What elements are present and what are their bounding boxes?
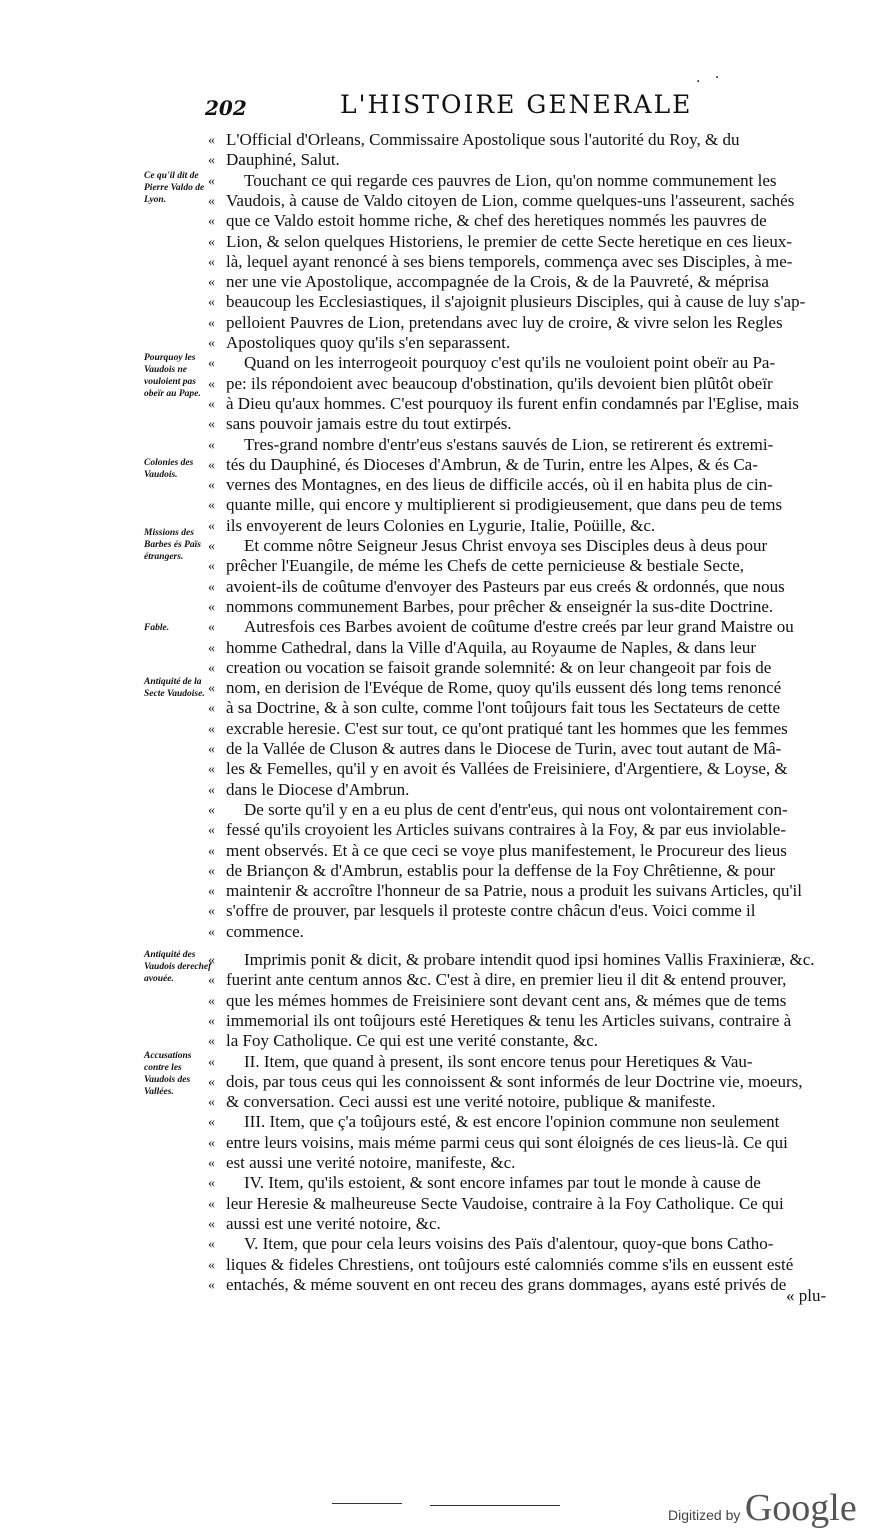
quote-mark: « xyxy=(208,843,215,859)
text-line: Quand on les interrogeoit pourquoy c'est qu'ils ne vouloient point obeïr au Pa- xyxy=(244,353,776,373)
text-line: entre leurs voisins, mais méme parmi ceus qui sont éloignés de ces lieus-là. Ce qui xyxy=(226,1132,788,1152)
text-line: Touchant ce qui regarde ces pauvres de Lion, qu'on nomme communement les xyxy=(244,170,777,190)
text-line: & conversation. Ceci aussi est une verité notoire, publique & manifeste. xyxy=(226,1092,716,1112)
quote-mark: « xyxy=(208,599,215,615)
quote-mark: « xyxy=(208,1176,215,1192)
quote-mark: « xyxy=(208,1257,215,1273)
text-line: ment observés. Et à ce que ceci se voye plus manifestement, le Procureur des lieus xyxy=(226,840,787,860)
text-line: ils envoyerent de leurs Colonies en Lygurie, Italie, Poüille, &c. xyxy=(226,515,656,535)
quote-mark: « xyxy=(208,1074,215,1090)
quote-mark: « xyxy=(208,620,215,636)
text-line: creation ou vocation se faisoit grande solemnité: & on leur changeoit par fois de xyxy=(226,657,772,677)
quote-mark: « xyxy=(208,376,215,392)
quote-mark: « xyxy=(208,437,215,453)
quote-mark: « xyxy=(208,782,215,798)
quote-mark: « xyxy=(208,356,215,372)
quote-mark: « xyxy=(208,417,215,433)
quote-mark: « xyxy=(208,721,215,737)
quote-mark: « xyxy=(208,640,215,656)
quote-mark: « xyxy=(208,254,215,270)
quote-mark: « xyxy=(208,681,215,697)
text-line: est aussi une verité notoire, manifeste, &c. xyxy=(226,1153,516,1172)
quote-mark: « xyxy=(208,173,215,189)
quote-mark: « xyxy=(208,579,215,595)
quote-mark: « xyxy=(208,762,215,778)
text-line: ner une vie Apostolique, accompagnée de la Crois, & de la Pauvreté, & méprisa xyxy=(226,272,769,292)
quote-mark: « xyxy=(208,1135,215,1151)
quote-mark: « xyxy=(208,701,215,717)
quote-mark: « xyxy=(208,1095,215,1111)
quote-mark: « xyxy=(208,498,215,514)
quote-mark: « xyxy=(208,153,215,169)
quote-mark: « xyxy=(208,315,215,331)
text-line: commence. xyxy=(226,921,304,941)
quote-mark: « xyxy=(208,742,215,757)
text-line: Dauphiné, Salut. xyxy=(226,150,340,170)
text-line: les & Femelles, qu'il y en avoit és Vallées de Freisiniere, d'Argentiere, & Loyse, & xyxy=(226,759,788,779)
text-line: sans pouvoir jamais estre du tout extirpés. xyxy=(226,414,512,434)
text-line: vernes des Montagnes, en des lieus de difficile accés, où il en habita plus de cin- xyxy=(226,475,773,495)
text-line: fuerint ante centum annos &c. C'est à dire, en premier lieu il dit & entend prouver, xyxy=(226,970,787,990)
google-logo: Google xyxy=(744,1487,857,1529)
margin-note: Antiquité de la Secte Vaudoise. xyxy=(144,677,205,699)
footer-rule xyxy=(430,1505,560,1506)
quote-mark: « xyxy=(208,133,215,148)
text-line: liques & fideles Chrestiens, ont toûjours esté calomniés comme s'ils en eussent esté xyxy=(226,1254,794,1274)
quote-mark: « xyxy=(208,559,215,575)
quote-mark: « xyxy=(208,539,215,554)
quote-mark: « xyxy=(208,275,215,291)
quote-mark: « xyxy=(208,1216,215,1232)
text-line: Tres-grand nombre d'entr'eus s'estans sauvés de Lion, se retirerent és extremi- xyxy=(244,434,774,454)
quote-mark: « xyxy=(208,396,215,412)
quote-mark: « xyxy=(208,904,215,920)
text-line: immemorial ils ont toûjours esté Heretiques & tenu les Articles suivans, contraire à xyxy=(226,1010,792,1030)
text-line: à Dieu qu'aux hommes. C'est pourquoy ils furent enfin condamnés par l'Eglise, mais xyxy=(226,393,799,413)
text-line: Lion, & selon quelques Historiens, le premier de cette Secte heretique en ces lieux- xyxy=(226,231,792,251)
text-line: quante mille, qui encore y multiplierent si prodigieusement, que dans peu de tems xyxy=(226,495,783,515)
text-line: Vaudois, à cause de Valdo citoyen de Lion, comme quelques-uns l'asseurent, sachés xyxy=(226,190,795,210)
quote-mark: « xyxy=(208,1054,215,1070)
text-line: que ce Valdo estoit homme riche, & chef des heretiques nommés les pauvres de xyxy=(226,211,767,231)
quote-mark: « xyxy=(208,660,215,676)
quote-mark: « xyxy=(208,973,215,989)
quote-mark: « xyxy=(208,336,215,351)
quote-mark: « xyxy=(208,802,215,818)
running-head: L'HISTOIRE GENERALE xyxy=(340,90,693,119)
text-line: L'Official d'Orleans, Commissaire Apostolique sous l'autorité du Roy, & du xyxy=(226,130,740,149)
margin-note: Accusations contre les Vaudois des Vallées. xyxy=(144,1051,192,1097)
text-line: pelloient Pauvres de Lion, pretendans avec luy de croire, & vivre selon les Regles xyxy=(226,312,783,332)
text-line: avoient-ils de coûtume d'envoyer des Pasteurs par eus creés & ordonnés, que nous xyxy=(226,576,785,596)
text-line: la Foy Catholique. Ce qui est une verité constante, &c. xyxy=(226,1031,599,1051)
text-line: Apostoliques quoy qu'ils s'en separassent. xyxy=(226,333,511,352)
text-line: leur Heresie & malheureuse Secte Vaudoise, contraire à la Foy Catholique. Ce qui xyxy=(226,1193,784,1213)
catchword: « plu- xyxy=(786,1286,827,1305)
text-line: dans le Diocese d'Ambrun. xyxy=(226,779,410,799)
quote-mark: « xyxy=(208,518,215,534)
margin-note: Pourquoy les Vaudois ne vouloient pas obeïr au Pape. xyxy=(144,353,201,399)
margin-note: Ce qu'il dit de Pierre Valdo de Lyon. xyxy=(144,171,205,205)
footer-rule xyxy=(332,1503,402,1504)
text-line: dois, par tous ceus qui les connoissent & sont informés de leur Doctrine vie, moeurs, xyxy=(226,1071,803,1091)
text-line: maintenir & accroître l'honneur de sa Patrie, nous a produit les suivans Articles, qu'il xyxy=(226,881,802,901)
quote-mark: « xyxy=(208,823,215,839)
text-line: nommons communement Barbes, pour prêcher & enseignér la sus-dite Doctrine. xyxy=(226,596,774,616)
quote-mark: « xyxy=(208,884,215,900)
digitized-by-label: Digitized by xyxy=(668,1507,741,1523)
margin-note: Colonies des Vaudois. xyxy=(144,458,194,480)
text-line: prêcher l'Euangile, de méme les Chefs de cette pernicieuse & bestiale Secte, xyxy=(226,556,745,576)
quote-mark: « xyxy=(208,1156,215,1171)
text-line: excrable heresie. C'est sur tout, ce qu'ont pratiqué tant les hommes que les femmes xyxy=(226,718,788,738)
text-line: là, lequel ayant renoncé à ses biens temporels, commença avec ses Disciples, à me- xyxy=(226,251,793,271)
quote-mark: « xyxy=(208,1034,215,1050)
text-line: III. Item, que ç'a toûjours esté, & est encore l'opinion commune non seulement xyxy=(244,1112,780,1132)
quote-mark: « xyxy=(208,234,215,250)
text-line: De sorte qu'il y en a eu plus de cent d'entr'eus, qui nous ont volontairement con- xyxy=(244,799,788,819)
text-line: de Briançon & d'Ambrun, establis pour la deffense de la Foy Chrêtienne, & pour xyxy=(226,860,775,880)
margin-note: Missions des Barbes és Païs étrangers. xyxy=(144,528,201,562)
text-line: que les mémes hommes de Freisiniere sont devant cent ans, & mémes que de tems xyxy=(226,990,787,1010)
quote-mark: « xyxy=(208,214,215,230)
quote-mark: « xyxy=(208,924,215,940)
quote-mark: « xyxy=(208,193,215,209)
page-specks: . · xyxy=(696,70,725,86)
text-line: V. Item, que pour cela leurs voisins des Païs d'alentour, quoy-que bons Catho- xyxy=(244,1234,774,1254)
quote-mark: « xyxy=(208,993,215,1009)
text-line: IV. Item, qu'ils estoient, & sont encore infames par tout le monde à cause de xyxy=(244,1173,761,1193)
text-line: beaucoup les Ecclesiastiques, il s'ajoignit plusieurs Disciples, qui à cause de luy s'ap- xyxy=(226,292,806,312)
margin-note: Antiquité des Vaudois derechef avouée. xyxy=(144,950,212,984)
page-number: 202 xyxy=(205,96,247,120)
text-line: Autresfois ces Barbes avoient de coûtume d'estre creés par leur grand Maistre ou xyxy=(244,617,794,637)
text-line: homme Cathedral, dans la Ville d'Aquila, au Royaume de Naples, & dans leur xyxy=(226,637,757,657)
text-line: fessé qu'ils croyoient les Articles suivans contraires à la Foy, & par eus inviolable- xyxy=(226,820,786,840)
text-line: Imprimis ponit & dicit, & probare intendit quod ipsi homines Vallis Fraxinieræ, &c. xyxy=(244,950,815,969)
margin-note: Fable. xyxy=(144,623,170,633)
text-line: pe: ils répondoient avec beaucoup d'obstination, qu'ils devoient bien plûtôt obeïr xyxy=(226,373,773,393)
text-line: de la Vallée de Cluson & autres dans le Diocese de Turin, avec tout autant de Mâ- xyxy=(226,739,782,758)
digitized-by-google xyxy=(668,1486,857,1530)
quote-mark: « xyxy=(208,953,215,968)
quote-mark: « xyxy=(208,295,215,311)
text-line: nom, en derision de l'Evéque de Rome, quoy qu'ils eussent dés long tems renoncé xyxy=(226,678,782,698)
quote-mark: « xyxy=(208,863,215,879)
quote-mark: « xyxy=(208,1277,215,1293)
quote-mark: « xyxy=(208,1115,215,1131)
text-line: Et comme nôtre Seigneur Jesus Christ envoya ses Disciples deus à deus pour xyxy=(244,536,768,555)
text-line: entachés, & méme souvent en ont receu des grans dommages, ayans esté privés de xyxy=(226,1274,787,1294)
quote-mark: « xyxy=(208,1237,215,1253)
text-line: tés du Dauphiné, és Dioceses d'Ambrun, & de Turin, entre les Alpes, & és Ca- xyxy=(226,454,758,474)
quote-mark: « xyxy=(208,478,215,494)
quote-mark: « xyxy=(208,457,215,473)
quote-mark: « xyxy=(208,1196,215,1212)
text-line: à sa Doctrine, & à son culte, comme l'ont toûjours fait tous les Sectateurs de cette xyxy=(226,698,780,718)
quote-mark: « xyxy=(208,1013,215,1029)
text-line: II. Item, que quand à present, ils sont encore tenus pour Heretiques & Vau- xyxy=(244,1051,753,1071)
text-line: aussi est une verité notoire, &c. xyxy=(226,1213,441,1233)
text-line: s'offre de prouver, par lesquels il proteste contre châcun d'eus. Voici comme il xyxy=(226,901,756,921)
